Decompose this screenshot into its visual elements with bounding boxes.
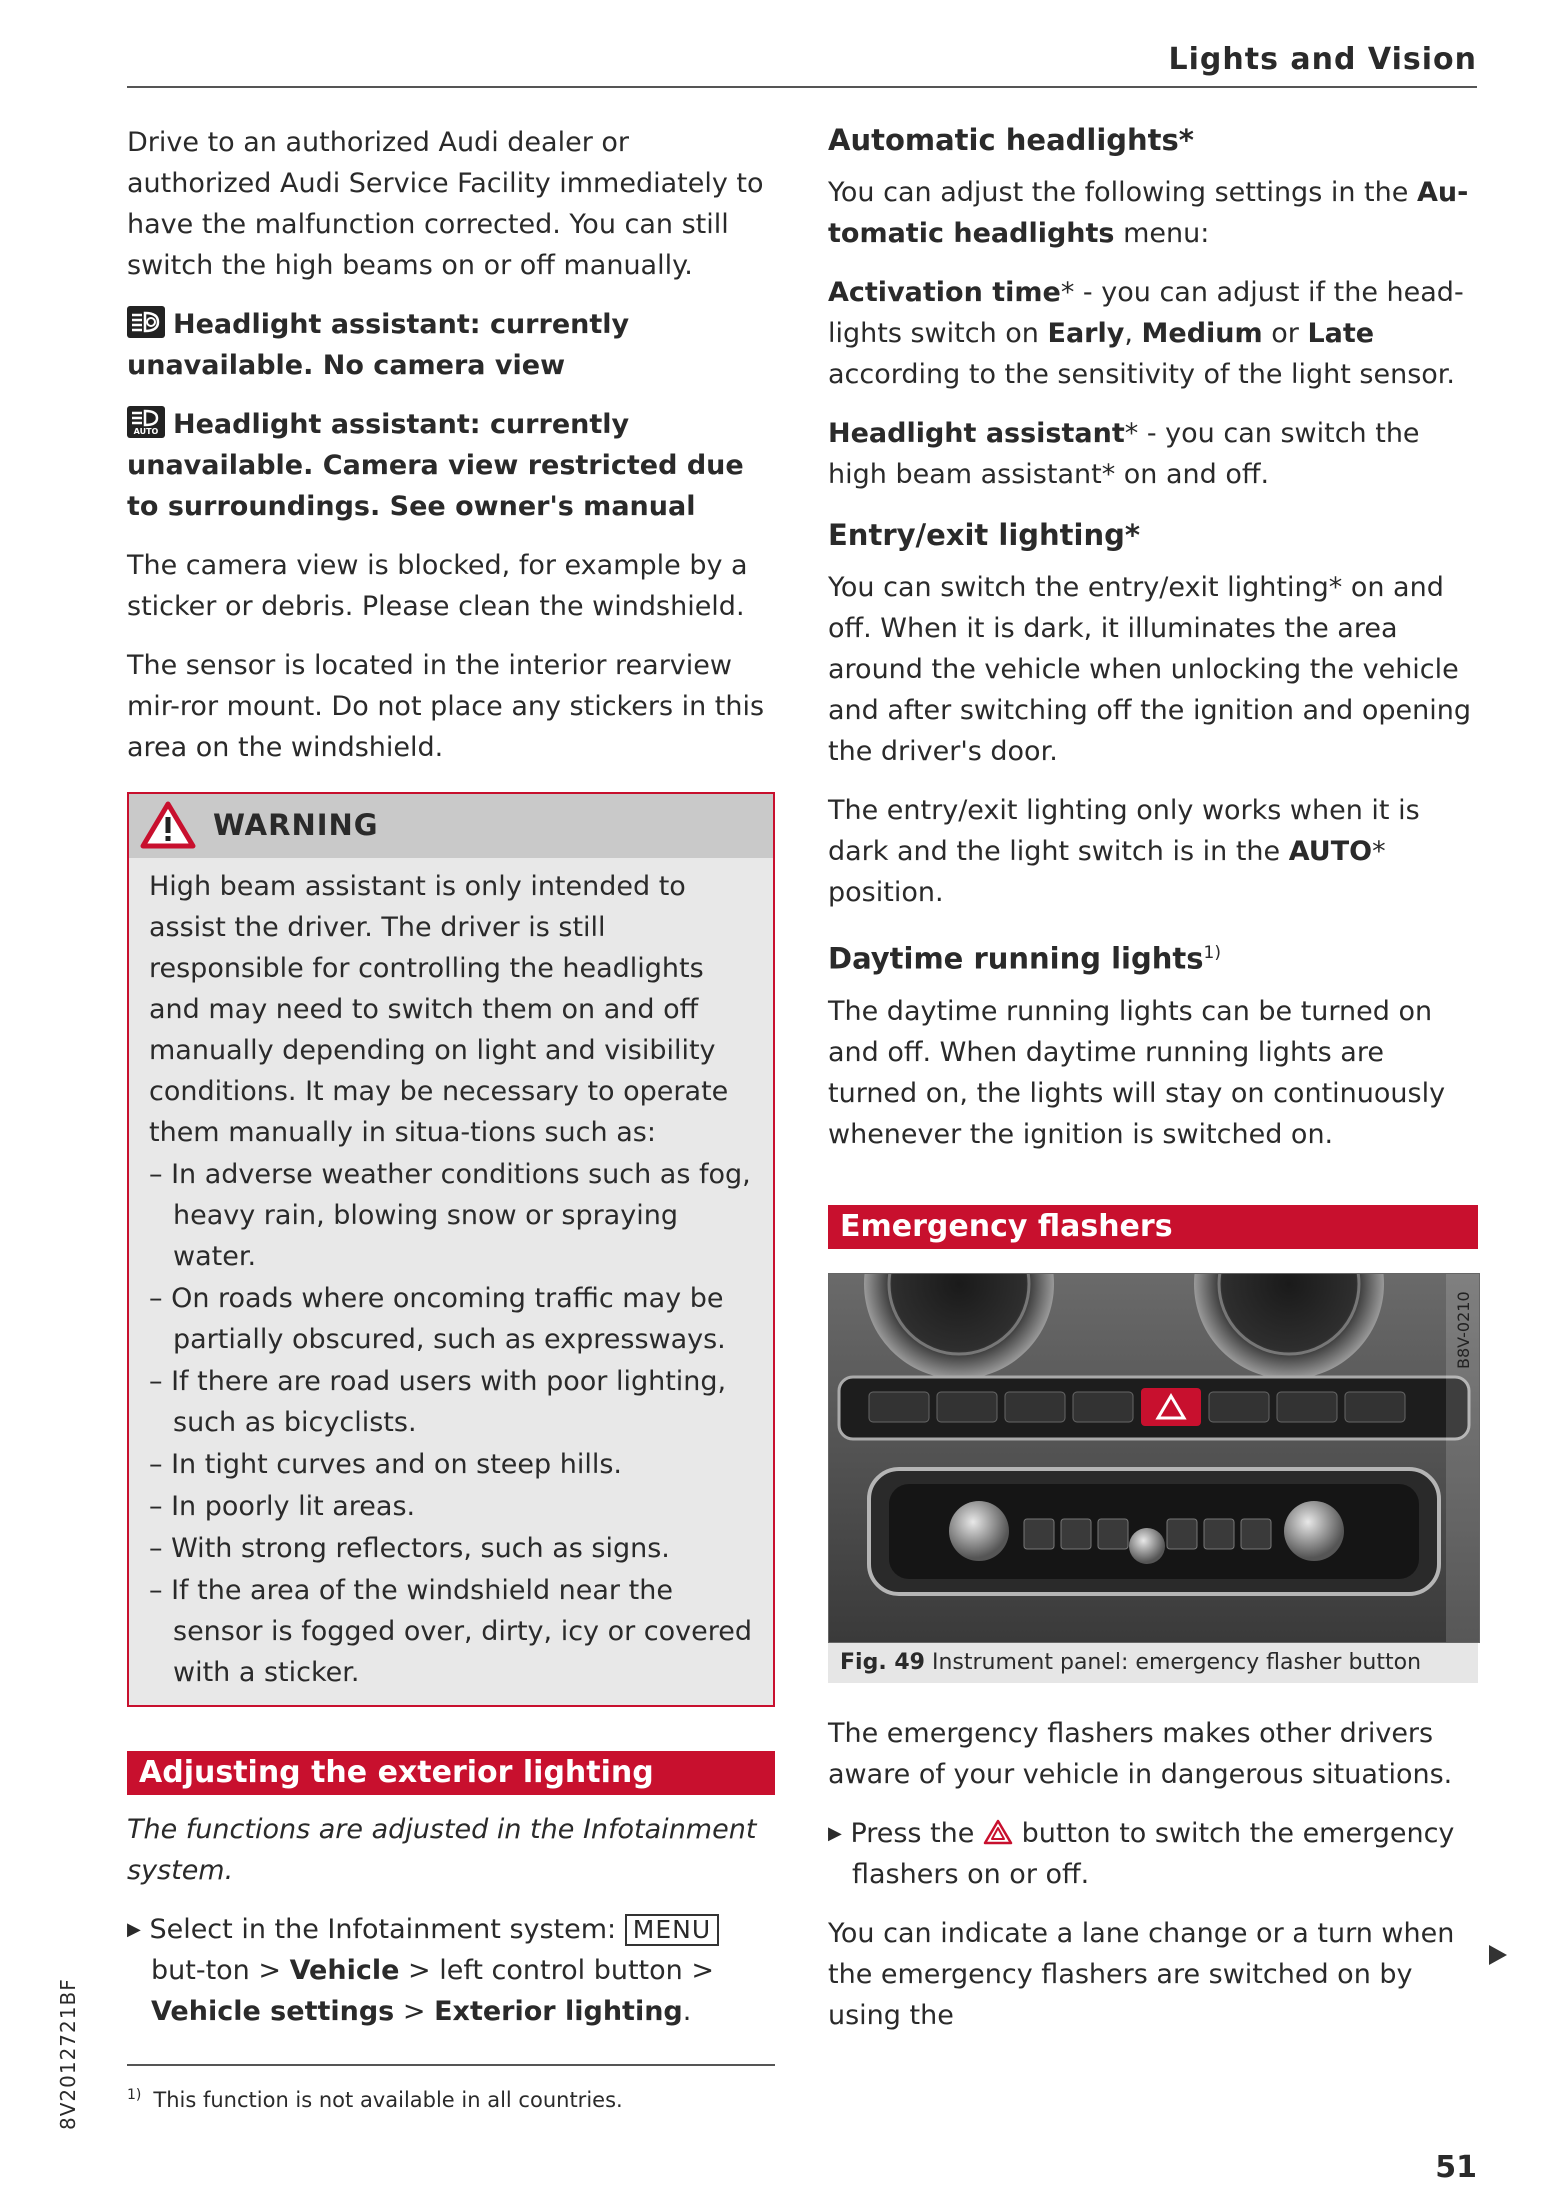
entry-exit-paragraph: You can switch the entry/exit lighting* on and off. When it is dark, it illuminates the area around the vehicle when unlocking the vehicle and after switching off the ignition and opening the driver's door. — [828, 572, 1472, 767]
camera-paragraph: The camera view is blocked, for example by a sticker or debris. Please clean the windshield. — [127, 550, 748, 622]
left-column — [127, 122, 775, 2032]
figure-caption-text: Instrument panel: emergency flasher button — [931, 1649, 1422, 1675]
message-no-camera-text: Headlight assistant: currently unavailable. No camera view — [127, 309, 630, 381]
assistant-label: Headlight assistant — [828, 418, 1125, 449]
step-arrow-icon: ▶ — [828, 1822, 842, 1844]
step-sep: > — [402, 1996, 426, 2027]
step-left-button: left control button — [439, 1955, 683, 1986]
step-sep: > — [691, 1955, 714, 1986]
warning-list — [149, 1154, 753, 1693]
section-title-emergency-flashers: Emergency flashers — [828, 1205, 1478, 1249]
entry2-post: * position. — [828, 836, 1386, 908]
press-pre: Press the — [850, 1817, 975, 1849]
auto-intro-pre: You can adjust the following settings in the — [828, 177, 1409, 208]
footnote-text: This function is not available in all countries. — [153, 2088, 623, 2112]
automatic-headlights-heading: Automatic headlights* — [828, 123, 1194, 157]
entry2-auto: AUTO — [1288, 836, 1373, 867]
step-sep: > — [258, 1955, 282, 1986]
step-select-infotainment — [127, 1909, 775, 2032]
emergency-paragraph: The emergency flashers makes other drivers aware of your vehicle in dangerous situations. — [828, 1717, 1453, 1790]
or-word: or — [1271, 318, 1299, 349]
document-code: 8V2012721BF — [56, 1978, 80, 2130]
entry-exit-heading: Entry/exit lighting* — [828, 518, 1141, 552]
step-vehicle: Vehicle — [289, 1955, 400, 1986]
entry2-pre: The entry/exit lighting only works when it is dark and the light switch is in the — [828, 795, 1420, 867]
footnote — [127, 2080, 623, 2115]
auto-intro-bold: Au-tomatic headlights — [828, 177, 1469, 249]
message-restricted-view — [127, 404, 775, 527]
warning-item: – With strong reflectors, such as signs. — [149, 1533, 670, 1564]
daytime-running-paragraph: The daytime running lights can be turned on and off. When daytime running lights are turned on, the lights will stay on continuously whenever the ignition is switched on. — [828, 995, 1446, 1150]
automatic-headlights-intro — [828, 172, 1478, 254]
step-exterior-lighting: Exterior lighting — [434, 1996, 683, 2027]
page-number: 51 — [1435, 2150, 1477, 2185]
section-intro: The functions are adjusted in the Infotainment system. — [127, 1814, 757, 1886]
early-option: Early — [1047, 318, 1125, 349]
drl-head-text: Daytime running lights — [828, 941, 1204, 976]
warning-text: High beam assistant is only intended to assist the driver. The driver is still responsible for controlling the headlights and may need to switch them on and off manually depending on light and visibility conditions. It may be necessary to operate them manually in situa-tions such as: — [149, 871, 729, 1148]
warning-item: – On roads where oncoming traffic may be partially obscured, such as expressways. — [149, 1283, 726, 1355]
instrument-panel-illustration — [829, 1274, 1479, 1642]
warning-header — [129, 794, 773, 858]
footnote-mark: 1) — [127, 2087, 142, 2103]
warning-item: – In tight curves and on steep hills. — [149, 1449, 623, 1480]
figure-caption — [828, 1643, 1478, 1683]
figure-code: B8V-0210 — [1454, 1291, 1473, 1369]
warning-label: WARNING — [213, 808, 379, 842]
figure-label: Fig. 49 — [840, 1649, 925, 1675]
headlight-assistant-paragraph — [828, 413, 1478, 495]
activation-post: according to the sensitivity of the light sensor. — [828, 359, 1456, 390]
comma: , — [1124, 318, 1133, 349]
daytime-running-heading — [828, 933, 1478, 979]
assistant-text: * - you can switch the high beam assistant* on and off. — [828, 418, 1420, 490]
press-post: button to switch the emergency flashers on or off. — [852, 1817, 1455, 1890]
right-column — [828, 120, 1478, 2036]
warning-box — [127, 792, 775, 1707]
warning-item: – If the area of the windshield near the sensor is fogged over, dirty, icy or covered with a sticker. — [149, 1575, 753, 1688]
sensor-paragraph: The sensor is located in the interior rearview mir-ror mount. Do not place any stickers in this area on the windshield. — [127, 650, 765, 763]
continue-arrow-icon — [1487, 1943, 1509, 1967]
step-end: . — [682, 1996, 692, 2027]
section-title-exterior-lighting: Adjusting the exterior lighting — [127, 1751, 775, 1795]
step-arrow-icon: ▶ — [127, 1919, 141, 1940]
lane-change-paragraph: You can indicate a lane change or a turn when the emergency flashers are switched on by using the — [828, 1917, 1455, 2031]
intro-paragraph: Drive to an authorized Audi dealer or authorized Audi Service Facility immediately to have the malfunction corrected. You can still switch the high beams on or off manually. — [127, 127, 764, 281]
headlight-assistant-auto-icon — [127, 406, 165, 438]
warning-item: – In poorly lit areas. — [149, 1491, 416, 1522]
message-no-camera — [127, 304, 775, 386]
activation-pre: - you can adjust if the head-lights switch on — [828, 277, 1464, 349]
step-but: but-ton — [151, 1955, 250, 1986]
footnote-rule — [127, 2064, 775, 2066]
auto-icon-text: AUTO — [133, 427, 159, 435]
page-header — [127, 38, 1477, 88]
warning-item: – If there are road users with poor lighting, such as bicyclists. — [149, 1366, 727, 1438]
step-vehicle-settings: Vehicle settings — [151, 1996, 395, 2027]
instrument-panel-image — [828, 1273, 1480, 1643]
menu-key: MENU — [625, 1914, 719, 1946]
entry-exit-paragraph-2 — [828, 790, 1478, 913]
step-sep: > — [408, 1955, 431, 1986]
page-title: Lights and Vision — [1168, 42, 1477, 77]
late-option: Late — [1307, 318, 1375, 349]
headlight-assistant-icon — [127, 306, 165, 338]
drl-footnote-mark: 1) — [1203, 943, 1221, 963]
activation-star: * — [1060, 277, 1075, 308]
figure-49 — [828, 1273, 1478, 1683]
warning-body — [129, 858, 773, 1705]
warning-item: – In adverse weather conditions such as fog, heavy rain, blowing snow or spraying water. — [149, 1159, 751, 1272]
medium-option: Medium — [1141, 318, 1263, 349]
hazard-triangle-icon — [983, 1819, 1013, 1845]
step-prefix: Select in the Infotainment system: — [149, 1914, 617, 1945]
activation-label: Activation time — [828, 277, 1061, 308]
step-press-emergency — [828, 1813, 1478, 1895]
activation-time-paragraph — [828, 272, 1478, 395]
warning-triangle-icon — [139, 800, 197, 850]
message-restricted-view-text: Headlight assistant: currently unavailable. Camera view restricted due to surroundings. See owner's manual — [127, 409, 744, 522]
auto-intro-post: menu: — [1123, 218, 1210, 249]
